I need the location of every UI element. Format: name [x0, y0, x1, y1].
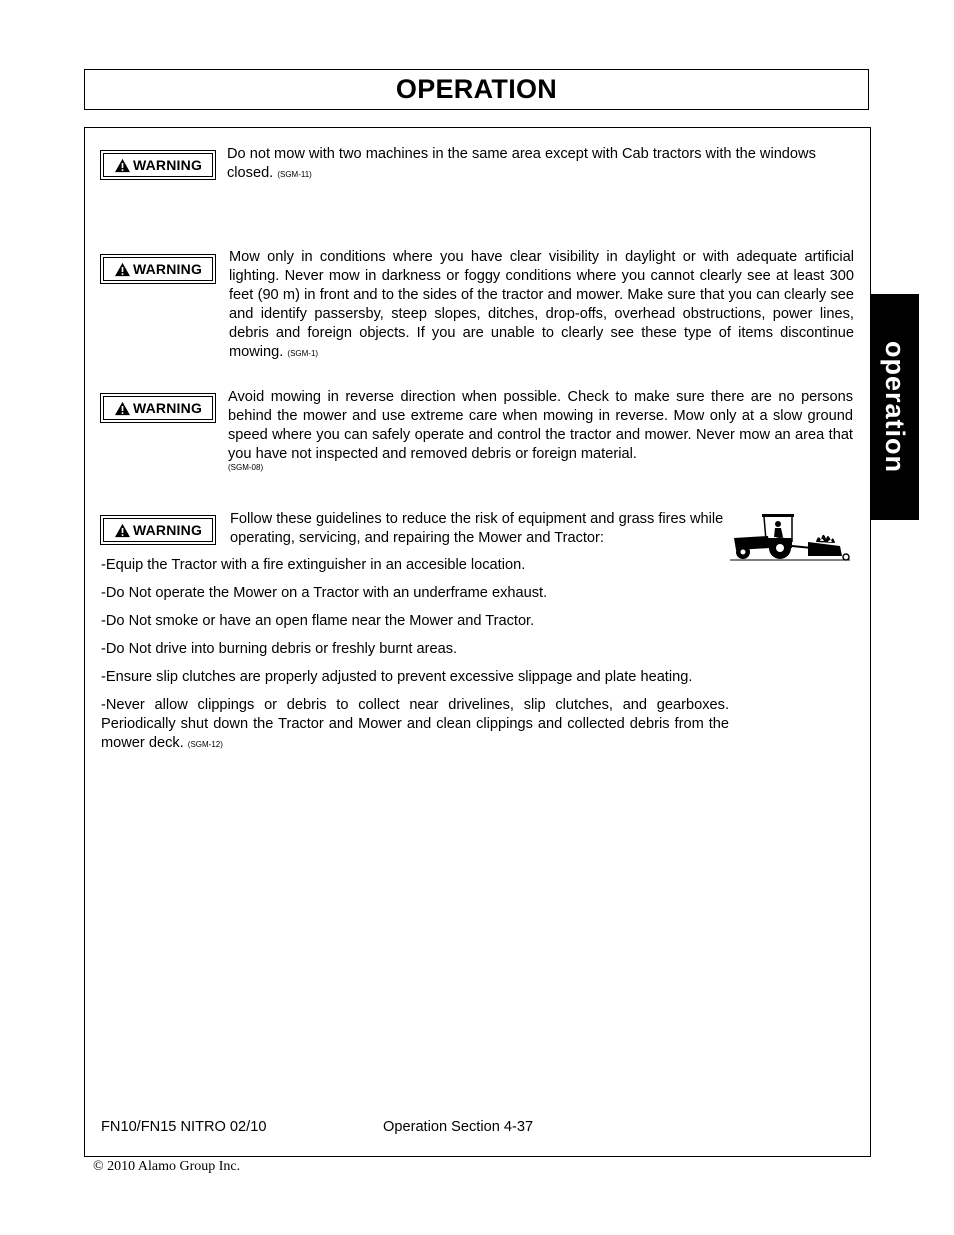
- guideline-item: -Ensure slip clutches are properly adjusted to prevent excessive slippage and plate heating.: [101, 669, 693, 685]
- section-tab-label: operation: [880, 340, 910, 473]
- guideline-item: -Do Not smoke or have an open flame near the Mower and Tractor.: [101, 613, 535, 629]
- guideline-code: (SGM-12): [187, 740, 223, 749]
- warning-label: WARNING: [132, 261, 203, 277]
- warning-badge: [100, 393, 216, 423]
- warning-triangle-icon: [114, 158, 131, 173]
- warning-text: Avoid mowing in reverse direction when possible. Check to make sure there are no persons behind the mower and use extreme care when mowing in reverse. Mow only at a slow ground speed where you can safely operate and control the tractor and mower. Never mow an area that you have not inspected and removed debris or foreign material.: [228, 389, 853, 462]
- warning-triangle-icon: [114, 523, 131, 538]
- tractor-fire-icon: [728, 510, 852, 564]
- warning-triangle-icon: [114, 401, 131, 416]
- warning-code: (SGM-08): [228, 463, 264, 472]
- guideline-item: -Equip the Tractor with a fire extinguisher in an accesible location.: [101, 557, 526, 573]
- page-title: OPERATION: [395, 74, 558, 104]
- warning-text: Follow these guidelines to reduce the risk of equipment and grass fires while operating, servicing, and repairing the Mower and Tractor:: [230, 511, 724, 546]
- header-box: [84, 69, 869, 110]
- footer-model: FN10/FN15 NITRO 02/10: [101, 1119, 267, 1135]
- warning-label: WARNING: [132, 400, 203, 416]
- warning-label: WARNING: [132, 522, 203, 538]
- guideline-item: -Never allow clippings or debris to collect near drivelines, slip clutches, and gearboxes. Periodically shut down the Tractor and Mower and clean clippings and collected debris from the mower deck. (SGM-12): [101, 697, 729, 751]
- section-tab: [870, 294, 919, 520]
- guideline-item: -Do Not drive into burning debris or freshly burnt areas.: [101, 641, 458, 657]
- warning-label: WARNING: [132, 157, 203, 173]
- copyright: © 2010 Alamo Group Inc.: [93, 1159, 241, 1174]
- warning-badge: [100, 515, 216, 545]
- warning-text: Mow only in conditions where you have clear visibility in daylight or with adequate artificial lighting. Never mow in darkness or foggy conditions where you cannot clearly see at least 300 feet (90 m) in front and to the sides of the tractor and mower. Make sure that you can clearly see and identify passersby, steep slopes, ditches, drop-offs, overhead obstructions, power lines, debris and foreign objects. If you are unable to clearly see these type of items discontinue mowing. (SGM-1): [229, 249, 854, 360]
- warning-text: Do not mow with two machines in the same area except with Cab tractors with the windows closed. (SGM-11): [227, 146, 816, 181]
- warning-code: (SGM-11): [277, 170, 312, 179]
- footer-section: Operation Section 4-37: [383, 1119, 534, 1135]
- warning-badge: [100, 254, 216, 284]
- warning-code: (SGM-1): [287, 349, 319, 358]
- warning-badge: [100, 150, 216, 180]
- warning-triangle-icon: [114, 262, 131, 277]
- guideline-item: -Do Not operate the Mower on a Tractor with an underframe exhaust.: [101, 585, 548, 601]
